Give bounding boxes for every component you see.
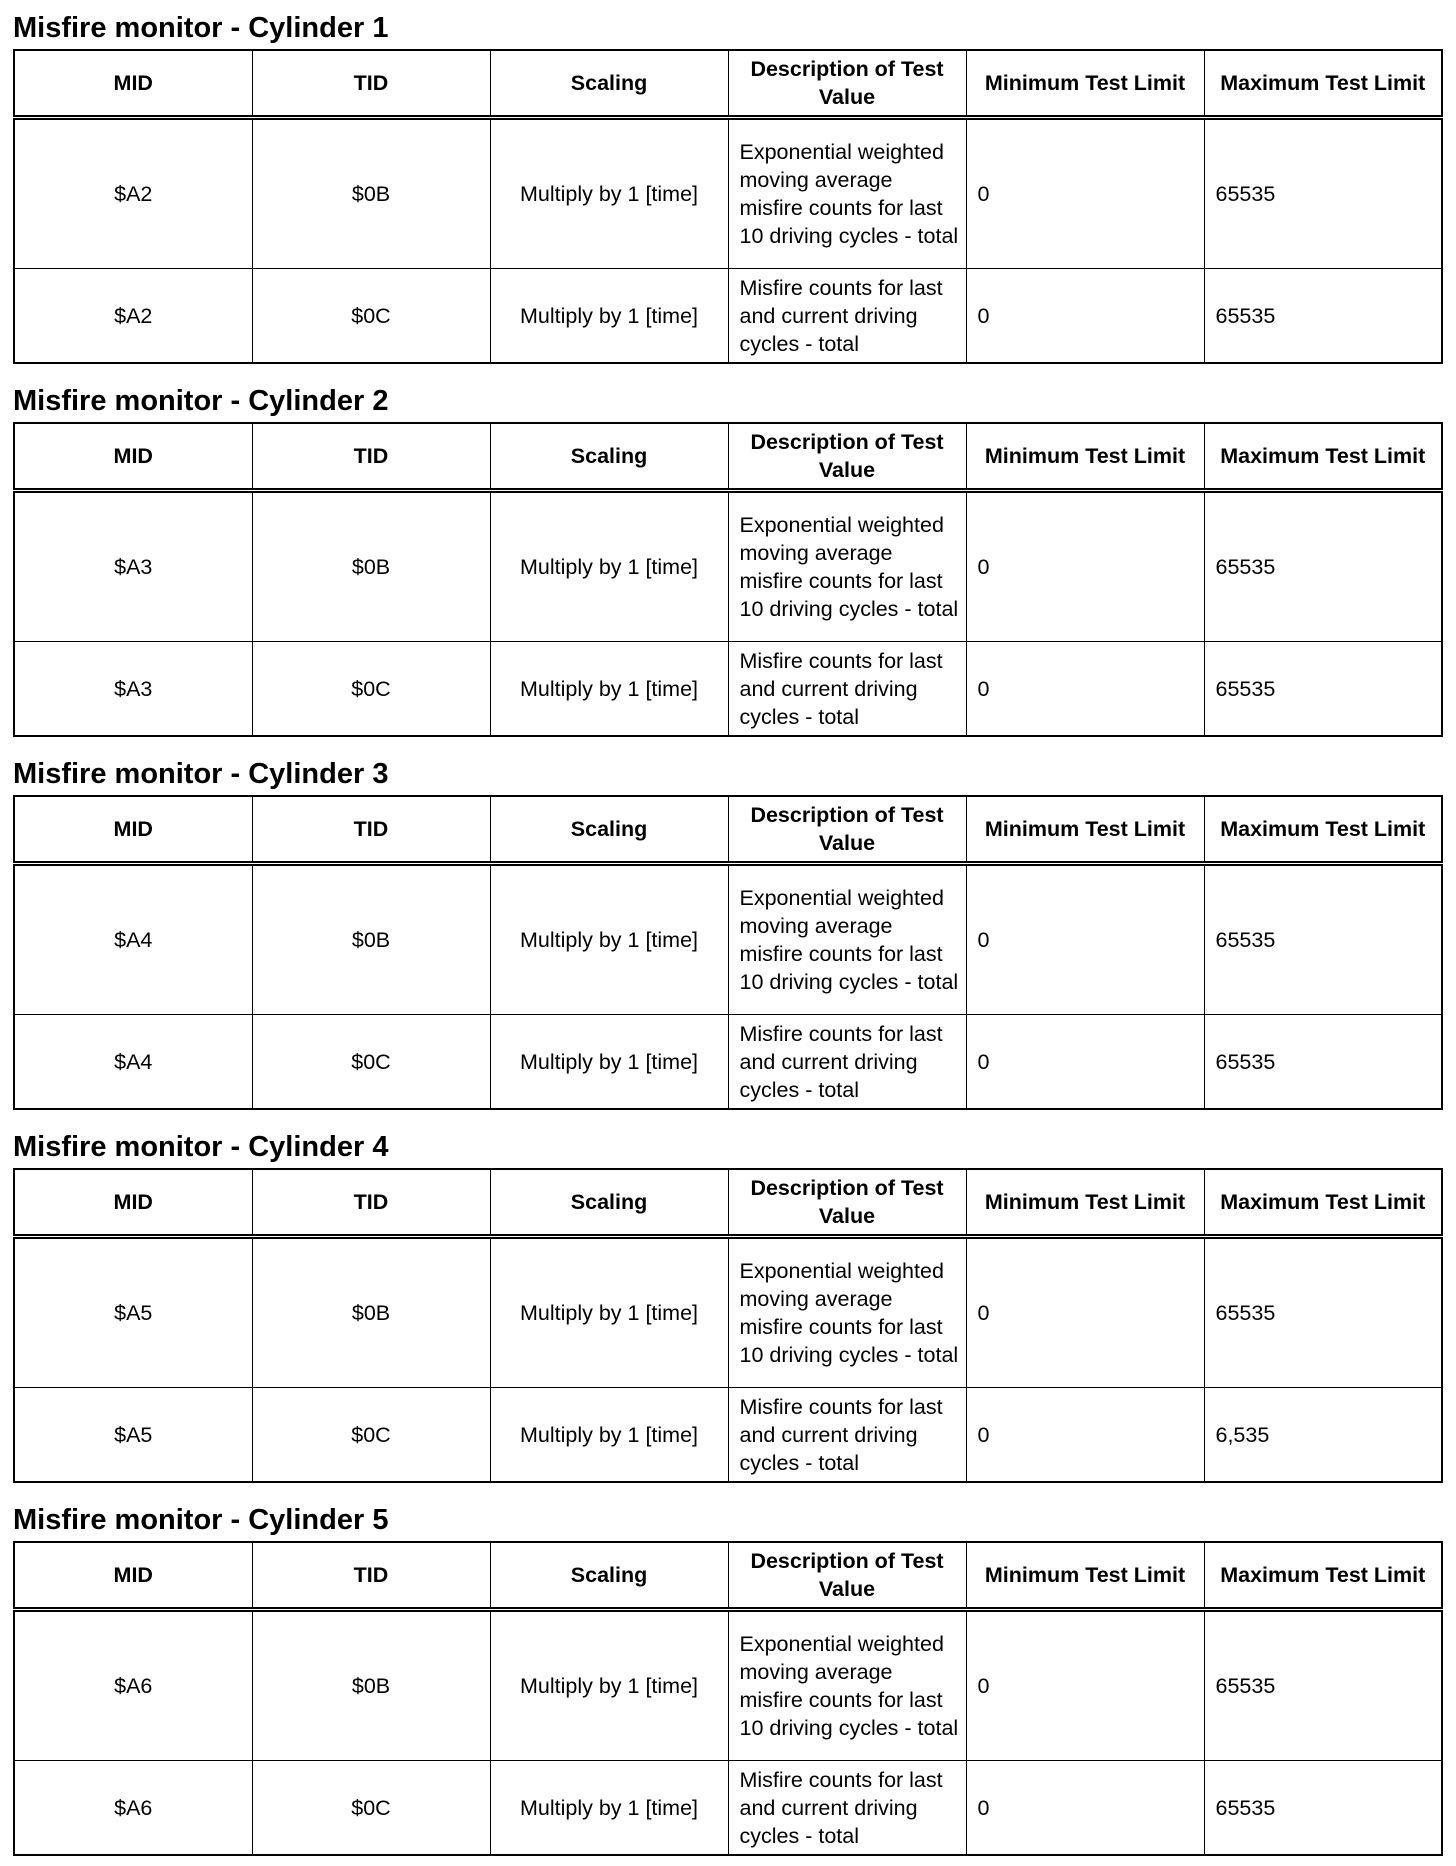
cell-mid: $A4 — [14, 1015, 252, 1110]
cell-min-limit: 0 — [966, 642, 1204, 737]
section-title-cylinder-5: Misfire monitor - Cylinder 5 — [13, 1504, 389, 1536]
cell-max-limit: 65535 — [1204, 1761, 1442, 1856]
header-mid: MID — [14, 1542, 252, 1610]
header-max-limit: Maximum Test Limit — [1204, 423, 1442, 491]
cell-description: Exponential weighted moving average misfire counts for last 10 driving cycles - total — [728, 1610, 966, 1761]
cell-min-limit: 0 — [966, 1761, 1204, 1856]
header-min-limit: Minimum Test Limit — [966, 50, 1204, 118]
section-title-cylinder-3: Misfire monitor - Cylinder 3 — [13, 758, 389, 790]
cell-max-limit: 65535 — [1204, 1015, 1442, 1110]
cell-max-limit: 65535 — [1204, 1237, 1442, 1388]
table-header-row — [14, 796, 1442, 864]
cell-scaling: Multiply by 1 [time] — [490, 864, 728, 1015]
cell-scaling: Multiply by 1 [time] — [490, 1761, 728, 1856]
cell-tid: $0B — [252, 864, 490, 1015]
cell-tid: $0C — [252, 269, 490, 364]
header-max-limit: Maximum Test Limit — [1204, 1542, 1442, 1610]
header-min-limit: Minimum Test Limit — [966, 1169, 1204, 1237]
header-min-limit: Minimum Test Limit — [966, 423, 1204, 491]
table-row — [14, 864, 1442, 1015]
table-row — [14, 1015, 1442, 1110]
table-row — [14, 118, 1442, 269]
header-tid: TID — [252, 1542, 490, 1610]
cell-min-limit: 0 — [966, 1015, 1204, 1110]
section-title-cylinder-4: Misfire monitor - Cylinder 4 — [13, 1131, 389, 1163]
cell-description: Exponential weighted moving average misfire counts for last 10 driving cycles - total — [728, 864, 966, 1015]
table-row — [14, 1761, 1442, 1856]
table-header-row — [14, 1542, 1442, 1610]
misfire-table-cylinder-3 — [13, 795, 1443, 1110]
cell-max-limit: 65535 — [1204, 118, 1442, 269]
cell-mid: $A5 — [14, 1388, 252, 1483]
header-tid: TID — [252, 796, 490, 864]
cell-description: Misfire counts for last and current driving cycles - total — [728, 642, 966, 737]
cell-min-limit: 0 — [966, 118, 1204, 269]
cell-max-limit: 65535 — [1204, 642, 1442, 737]
cell-min-limit: 0 — [966, 1610, 1204, 1761]
header-scaling: Scaling — [490, 50, 728, 118]
header-scaling: Scaling — [490, 796, 728, 864]
header-max-limit: Maximum Test Limit — [1204, 1169, 1442, 1237]
misfire-table-cylinder-1 — [13, 49, 1443, 364]
header-scaling: Scaling — [490, 423, 728, 491]
header-min-limit: Minimum Test Limit — [966, 1542, 1204, 1610]
section-title-cylinder-2: Misfire monitor - Cylinder 2 — [13, 385, 389, 417]
header-mid: MID — [14, 1169, 252, 1237]
section-title-cylinder-1: Misfire monitor - Cylinder 1 — [13, 12, 389, 44]
cell-description: Misfire counts for last and current driving cycles - total — [728, 269, 966, 364]
table-row — [14, 1237, 1442, 1388]
cell-min-limit: 0 — [966, 269, 1204, 364]
header-description: Description of Test Value — [728, 1169, 966, 1237]
header-description: Description of Test Value — [728, 423, 966, 491]
cell-mid: $A6 — [14, 1610, 252, 1761]
table-header-row — [14, 50, 1442, 118]
cell-mid: $A2 — [14, 118, 252, 269]
header-mid: MID — [14, 796, 252, 864]
header-description: Description of Test Value — [728, 1542, 966, 1610]
cell-scaling: Multiply by 1 [time] — [490, 642, 728, 737]
cell-min-limit: 0 — [966, 491, 1204, 642]
cell-max-limit: 65535 — [1204, 491, 1442, 642]
cell-mid: $A2 — [14, 269, 252, 364]
cell-tid: $0B — [252, 1610, 490, 1761]
header-max-limit: Maximum Test Limit — [1204, 50, 1442, 118]
table-row — [14, 1388, 1442, 1483]
header-max-limit: Maximum Test Limit — [1204, 796, 1442, 864]
misfire-table-cylinder-5 — [13, 1541, 1443, 1856]
cell-max-limit: 65535 — [1204, 269, 1442, 364]
cell-description: Exponential weighted moving average misfire counts for last 10 driving cycles - total — [728, 118, 966, 269]
table-row — [14, 642, 1442, 737]
header-description: Description of Test Value — [728, 796, 966, 864]
cell-min-limit: 0 — [966, 1237, 1204, 1388]
cell-mid: $A4 — [14, 864, 252, 1015]
cell-tid: $0C — [252, 1761, 490, 1856]
cell-tid: $0C — [252, 1015, 490, 1110]
cell-max-limit: 65535 — [1204, 1610, 1442, 1761]
table-header-row — [14, 423, 1442, 491]
cell-scaling: Multiply by 1 [time] — [490, 1388, 728, 1483]
header-scaling: Scaling — [490, 1169, 728, 1237]
table-header-row — [14, 1169, 1442, 1237]
cell-description: Misfire counts for last and current driving cycles - total — [728, 1761, 966, 1856]
cell-scaling: Multiply by 1 [time] — [490, 118, 728, 269]
table-row — [14, 491, 1442, 642]
cell-max-limit: 6,535 — [1204, 1388, 1442, 1483]
cell-mid: $A6 — [14, 1761, 252, 1856]
header-description: Description of Test Value — [728, 50, 966, 118]
cell-min-limit: 0 — [966, 1388, 1204, 1483]
header-tid: TID — [252, 1169, 490, 1237]
cell-mid: $A5 — [14, 1237, 252, 1388]
table-row — [14, 1610, 1442, 1761]
cell-scaling: Multiply by 1 [time] — [490, 1610, 728, 1761]
cell-mid: $A3 — [14, 491, 252, 642]
cell-tid: $0B — [252, 491, 490, 642]
cell-description: Misfire counts for last and current driving cycles - total — [728, 1015, 966, 1110]
header-tid: TID — [252, 423, 490, 491]
header-mid: MID — [14, 50, 252, 118]
cell-scaling: Multiply by 1 [time] — [490, 269, 728, 364]
header-scaling: Scaling — [490, 1542, 728, 1610]
header-tid: TID — [252, 50, 490, 118]
cell-max-limit: 65535 — [1204, 864, 1442, 1015]
cell-scaling: Multiply by 1 [time] — [490, 1237, 728, 1388]
cell-description: Exponential weighted moving average misfire counts for last 10 driving cycles - total — [728, 1237, 966, 1388]
misfire-table-cylinder-2 — [13, 422, 1443, 737]
cell-tid: $0B — [252, 118, 490, 269]
cell-scaling: Multiply by 1 [time] — [490, 491, 728, 642]
cell-tid: $0C — [252, 642, 490, 737]
cell-scaling: Multiply by 1 [time] — [490, 1015, 728, 1110]
cell-tid: $0B — [252, 1237, 490, 1388]
header-mid: MID — [14, 423, 252, 491]
table-row — [14, 269, 1442, 364]
cell-min-limit: 0 — [966, 864, 1204, 1015]
cell-mid: $A3 — [14, 642, 252, 737]
cell-description: Misfire counts for last and current driving cycles - total — [728, 1388, 966, 1483]
misfire-table-cylinder-4 — [13, 1168, 1443, 1483]
cell-tid: $0C — [252, 1388, 490, 1483]
header-min-limit: Minimum Test Limit — [966, 796, 1204, 864]
cell-description: Exponential weighted moving average misfire counts for last 10 driving cycles - total — [728, 491, 966, 642]
